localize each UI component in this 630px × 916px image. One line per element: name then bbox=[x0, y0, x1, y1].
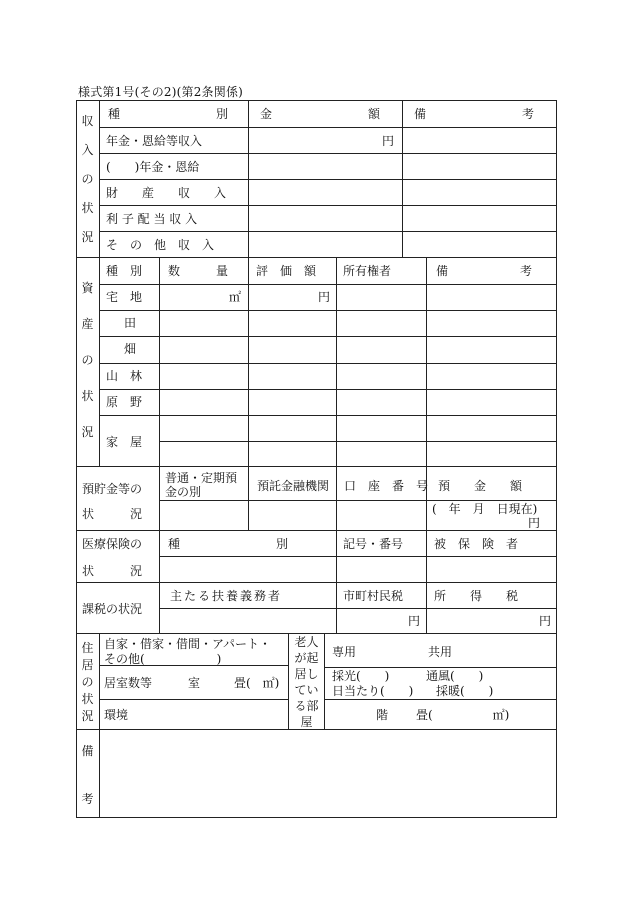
assets-row-rice-field: 田 bbox=[124, 316, 137, 330]
housing-mat-unit: 畳( ㎡) bbox=[234, 676, 280, 690]
tax-municipal-yen-unit: 円 bbox=[408, 614, 421, 628]
savings-label-line1: 預貯金等の bbox=[82, 482, 143, 496]
form-table bbox=[76, 100, 557, 818]
housing-environment-label: 環境 bbox=[104, 708, 129, 722]
assets-row-house: 家 屋 bbox=[106, 435, 143, 449]
insurance-label-line1: 医療保険の bbox=[82, 537, 143, 551]
housing-shared: 共用 bbox=[428, 645, 453, 659]
assets-row-forest: 山 林 bbox=[106, 369, 143, 383]
assets-header-kind: 種 別 bbox=[106, 264, 143, 278]
income-header-remarks: 備 考 bbox=[414, 107, 535, 121]
housing-rooms-label: 居室数等 bbox=[104, 676, 153, 690]
savings-col-amount: 預 金 額 bbox=[438, 479, 523, 493]
insurance-label-line2: 状 況 bbox=[82, 564, 143, 578]
income-yen-unit: 円 bbox=[382, 134, 395, 148]
savings-col-type: 普通・定期預金の別 bbox=[165, 471, 238, 499]
tax-col-income: 所 得 税 bbox=[434, 589, 519, 603]
assets-header-owner: 所有権者 bbox=[343, 264, 392, 278]
assets-row-wilderness: 原 野 bbox=[106, 395, 143, 409]
income-row-property: 財 産 収 入 bbox=[106, 186, 227, 200]
income-row-other-pension: ( )年金・恩給 bbox=[106, 160, 200, 174]
savings-col-institution: 預託金融機関 bbox=[257, 479, 330, 493]
income-row-pension: 年金・恩給等収入 bbox=[106, 134, 203, 148]
housing-sunlight: 日当たり( ) bbox=[332, 684, 414, 698]
assets-section-label: 資 産 の 状 況 bbox=[81, 281, 94, 439]
tax-col-municipal: 市町村民税 bbox=[343, 589, 404, 603]
housing-type-line1: 自家・借家・借間・アパート・ bbox=[104, 637, 272, 651]
housing-floor: 階 bbox=[376, 708, 389, 722]
assets-header-valuation: 評 価 額 bbox=[256, 264, 317, 278]
form-title: 様式第1号(その2)(第2条関係) bbox=[78, 85, 244, 99]
insurance-col-insured: 被 保 険 者 bbox=[434, 537, 519, 551]
housing-section-label: 住 居 の 状 況 bbox=[81, 641, 94, 723]
income-header-kind: 種 別 bbox=[108, 107, 229, 121]
savings-col-account: 口 座 番 号 bbox=[344, 479, 429, 493]
income-header-amount: 金 額 bbox=[260, 107, 381, 121]
savings-as-of-date: ( 年 月 日現在) bbox=[432, 502, 538, 516]
assets-yen-unit: 円 bbox=[318, 290, 331, 304]
housing-elder-room-label: 老人 が起 居し てい る部 屋 bbox=[294, 635, 319, 729]
remarks-section-label: 備 考 bbox=[81, 744, 94, 806]
assets-row-residential: 宅 地 bbox=[106, 290, 143, 304]
housing-heating: 採暖( ) bbox=[436, 684, 494, 698]
assets-header-quantity: 数 量 bbox=[168, 264, 229, 278]
assets-row-field: 畑 bbox=[124, 342, 137, 356]
income-row-interest: 利 子 配 当 収 入 bbox=[106, 212, 198, 226]
assets-m2-unit: ㎡ bbox=[229, 290, 242, 304]
housing-type-line2: その他( ) bbox=[104, 652, 222, 666]
insurance-col-number: 記号・番号 bbox=[343, 537, 404, 551]
insurance-col-kind: 種 別 bbox=[168, 537, 289, 551]
tax-label: 課税の状況 bbox=[82, 602, 143, 616]
income-section-label: 収 入 の 状 況 bbox=[81, 113, 94, 245]
housing-lighting: 採光( ) bbox=[332, 669, 390, 683]
savings-yen-unit: 円 bbox=[528, 516, 541, 530]
tax-income-yen-unit: 円 bbox=[539, 614, 552, 628]
housing-exclusive: 専用 bbox=[332, 645, 357, 659]
housing-room-unit: 室 bbox=[188, 676, 201, 690]
assets-header-remarks: 備 考 bbox=[436, 264, 533, 278]
savings-label-line2: 状 況 bbox=[82, 507, 143, 521]
tax-col-supporter: 主たる扶養義務者 bbox=[170, 589, 283, 603]
income-row-other: そ の 他 収 入 bbox=[106, 238, 215, 252]
housing-floor-mat: 畳( ㎡) bbox=[416, 708, 510, 722]
housing-ventilation: 通風( ) bbox=[426, 669, 484, 683]
